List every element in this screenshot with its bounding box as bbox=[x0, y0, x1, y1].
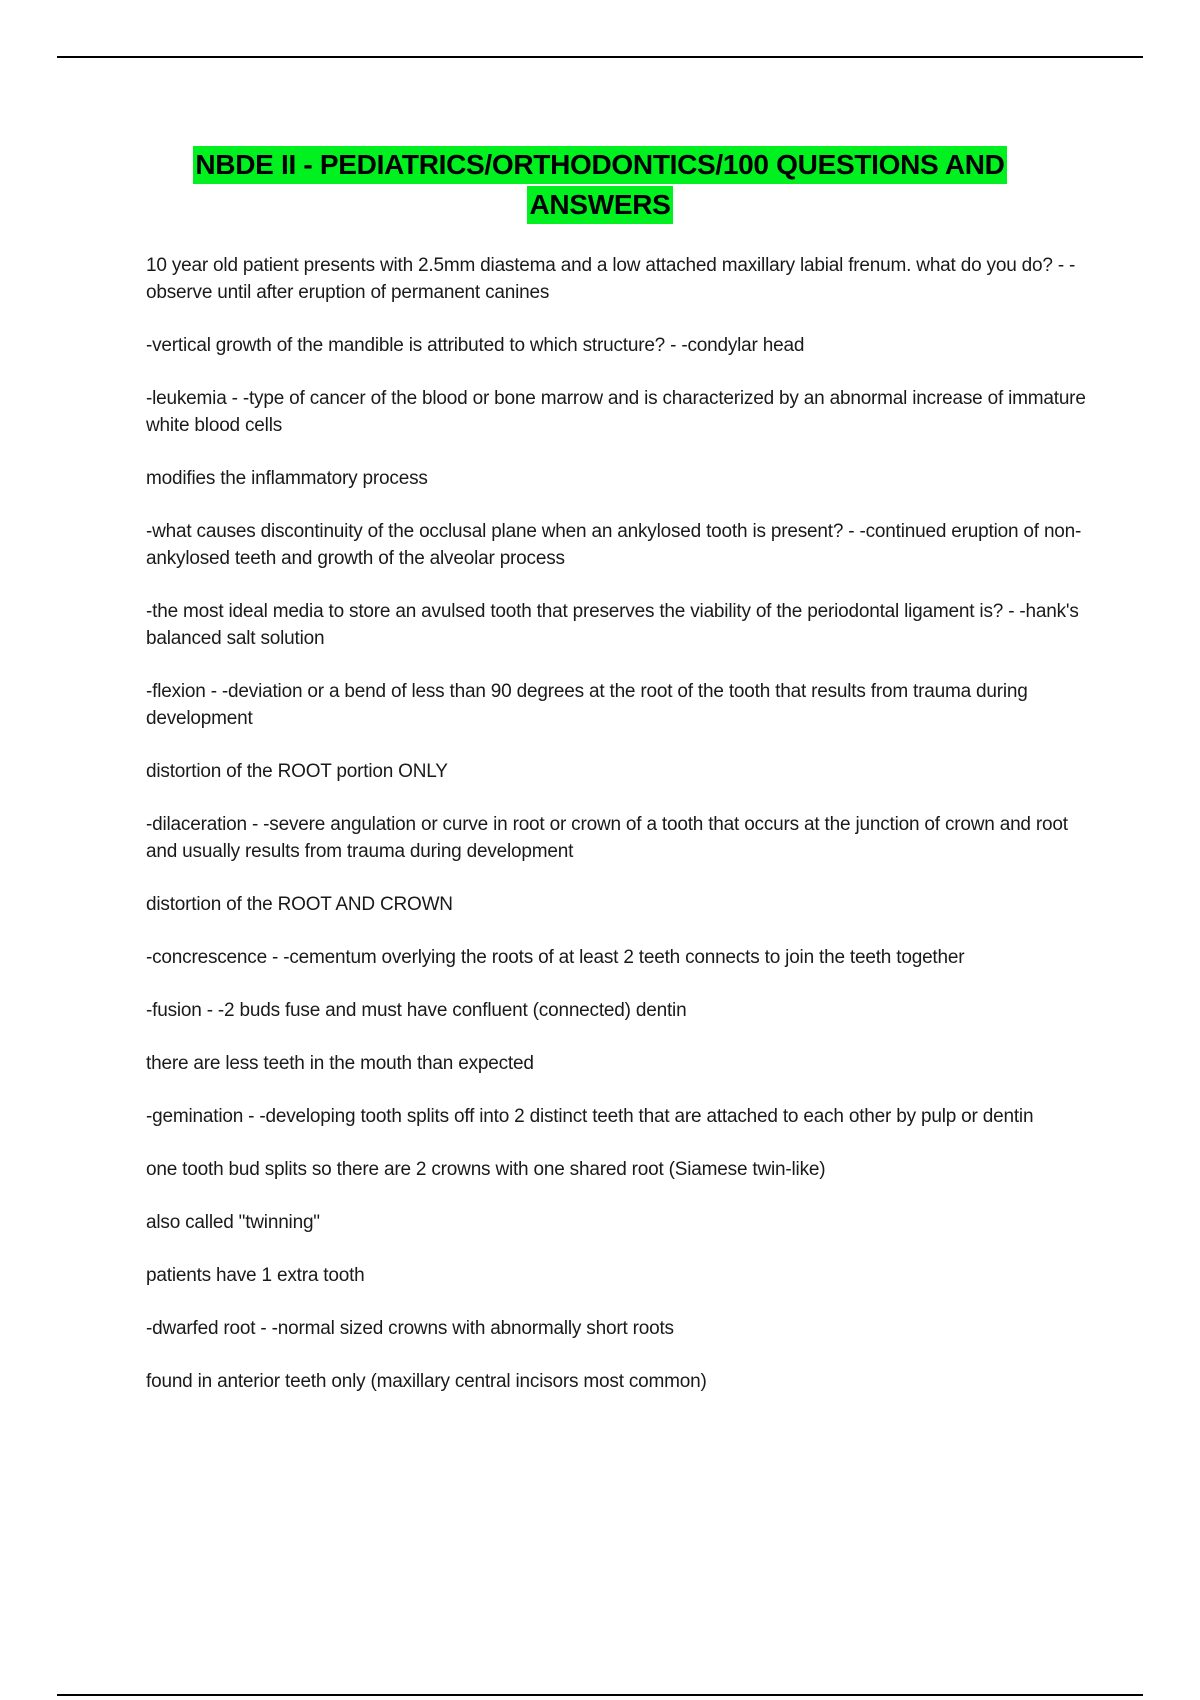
title-line-1: NBDE II - PEDIATRICS/ORTHODONTICS/100 QUESTIONS AND bbox=[193, 146, 1006, 184]
paragraph: -what causes discontinuity of the occlusal plane when an ankylosed tooth is present? - -continued eruption of non-ankylosed teeth and growth of the alveolar process bbox=[146, 521, 1082, 569]
paragraph: -concrescence - -cementum overlying the roots of at least 2 teeth connects to join the teeth together bbox=[146, 947, 965, 968]
paragraph: -fusion - -2 buds fuse and must have confluent (connected) dentin bbox=[146, 1000, 687, 1021]
title-line-2: ANSWERS bbox=[527, 186, 672, 224]
paragraph: also called "twinning" bbox=[146, 1212, 320, 1233]
paragraph: -flexion - -deviation or a bend of less than 90 degrees at the root of the tooth that results from trauma during development bbox=[146, 681, 1028, 729]
footer-rule bbox=[57, 1694, 1143, 1696]
paragraph: -dilaceration - -severe angulation or curve in root or crown of a tooth that occurs at the junction of crown and root and usually results from trauma during development bbox=[146, 814, 1068, 862]
paragraph: -gemination - -developing tooth splits off into 2 distinct teeth that are attached to each other by pulp or dentin bbox=[146, 1106, 1034, 1127]
paragraph: distortion of the ROOT portion ONLY bbox=[146, 761, 448, 782]
paragraph: -vertical growth of the mandible is attributed to which structure? - -condylar head bbox=[146, 335, 805, 356]
paragraph: found in anterior teeth only (maxillary central incisors most common) bbox=[146, 1371, 707, 1392]
paragraph: there are less teeth in the mouth than expected bbox=[146, 1053, 534, 1074]
document-body bbox=[146, 252, 1096, 1421]
paragraph: 10 year old patient presents with 2.5mm diastema and a low attached maxillary labial frenum. what do you do? - -observe until after eruption of permanent canines bbox=[146, 255, 1076, 303]
paragraph: modifies the inflammatory process bbox=[146, 468, 428, 489]
paragraph: -dwarfed root - -normal sized crowns with abnormally short roots bbox=[146, 1318, 674, 1339]
paragraph: one tooth bud splits so there are 2 crowns with one shared root (Siamese twin-like) bbox=[146, 1159, 826, 1180]
paragraph: distortion of the ROOT AND CROWN bbox=[146, 894, 453, 915]
paragraph: -leukemia - -type of cancer of the blood or bone marrow and is characterized by an abnormal increase of immature white blood cells bbox=[146, 388, 1086, 436]
header-rule bbox=[57, 56, 1143, 58]
document-title bbox=[0, 146, 1200, 224]
paragraph: -the most ideal media to store an avulsed tooth that preserves the viability of the periodontal ligament is? - -hank's balanced salt solution bbox=[146, 601, 1079, 649]
paragraph: patients have 1 extra tooth bbox=[146, 1265, 365, 1286]
